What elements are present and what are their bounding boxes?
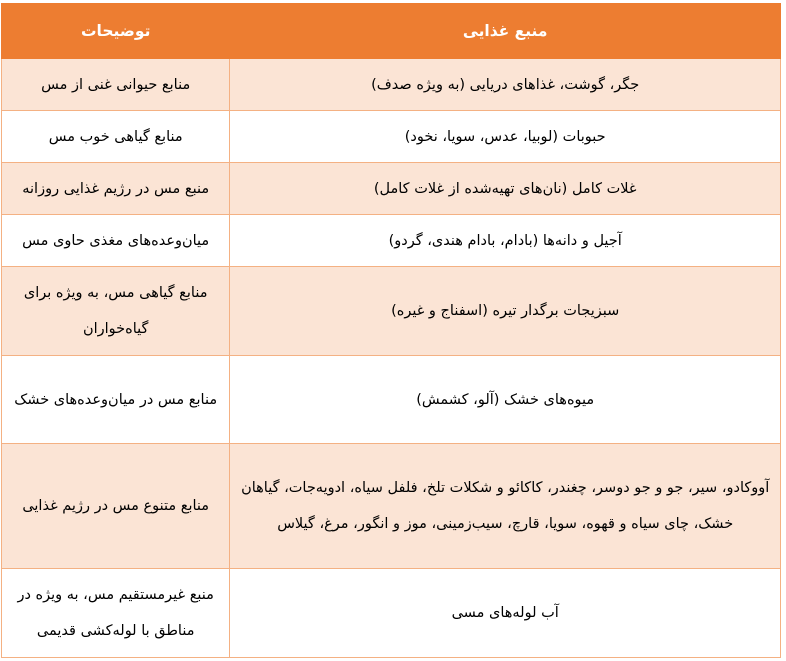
table-row	[2, 163, 781, 215]
table-row	[2, 444, 781, 569]
cell-description: منابع متنوع مس در رژیم غذایی	[2, 444, 230, 569]
cell-description: منابع گیاهی مس، به ویژه برای گیاه‌خواران	[2, 267, 230, 356]
cell-description: میان‌وعده‌های مغذی حاوی مس	[2, 215, 230, 267]
table-row	[2, 569, 781, 658]
cell-food-source: حبوبات (لوبیا، عدس، سویا، نخود)	[230, 111, 781, 163]
cell-food-source: غلات کامل (نان‌های تهیه‌شده از غلات کامل)	[230, 163, 781, 215]
cell-food-source: آجیل و دانه‌ها (بادام، بادام هندی، گردو)	[230, 215, 781, 267]
cell-food-source: جگر، گوشت، غذاهای دریایی (به ویژه صدف)	[230, 59, 781, 111]
cell-description: منابع مس در میان‌وعده‌های خشک	[2, 356, 230, 444]
copper-sources-table	[1, 3, 781, 658]
table-row	[2, 111, 781, 163]
cell-food-source: میوه‌های خشک (آلو، کشمش)	[230, 356, 781, 444]
cell-description: منابع حیوانی غنی از مس	[2, 59, 230, 111]
header-description: توضیحات	[2, 4, 230, 59]
cell-food-source: آووکادو، سیر، جو و جو دوسر، چغندر، کاکائو و شکلات تلخ، فلفل سیاه، ادویه‌جات، گیاهان خشک، چای سیاه و قهوه، سویا، قارچ، سیب‌زمینی، موز و انگور، مرغ، گیلاس	[230, 444, 781, 569]
cell-food-source: آب لوله‌های مسی	[230, 569, 781, 658]
table-row	[2, 59, 781, 111]
cell-food-source: سبزیجات برگدار تیره (اسفناج و غیره)	[230, 267, 781, 356]
cell-description: منابع گیاهی خوب مس	[2, 111, 230, 163]
cell-description: منبع غیرمستقیم مس، به ویژه در مناطق با لوله‌کشی قدیمی	[2, 569, 230, 658]
header-row	[2, 4, 781, 59]
table-row	[2, 356, 781, 444]
cell-description: منبع مس در رژیم غذایی روزانه	[2, 163, 230, 215]
table-row	[2, 215, 781, 267]
header-food-source: منبع غذایی	[230, 4, 781, 59]
table-row	[2, 267, 781, 356]
